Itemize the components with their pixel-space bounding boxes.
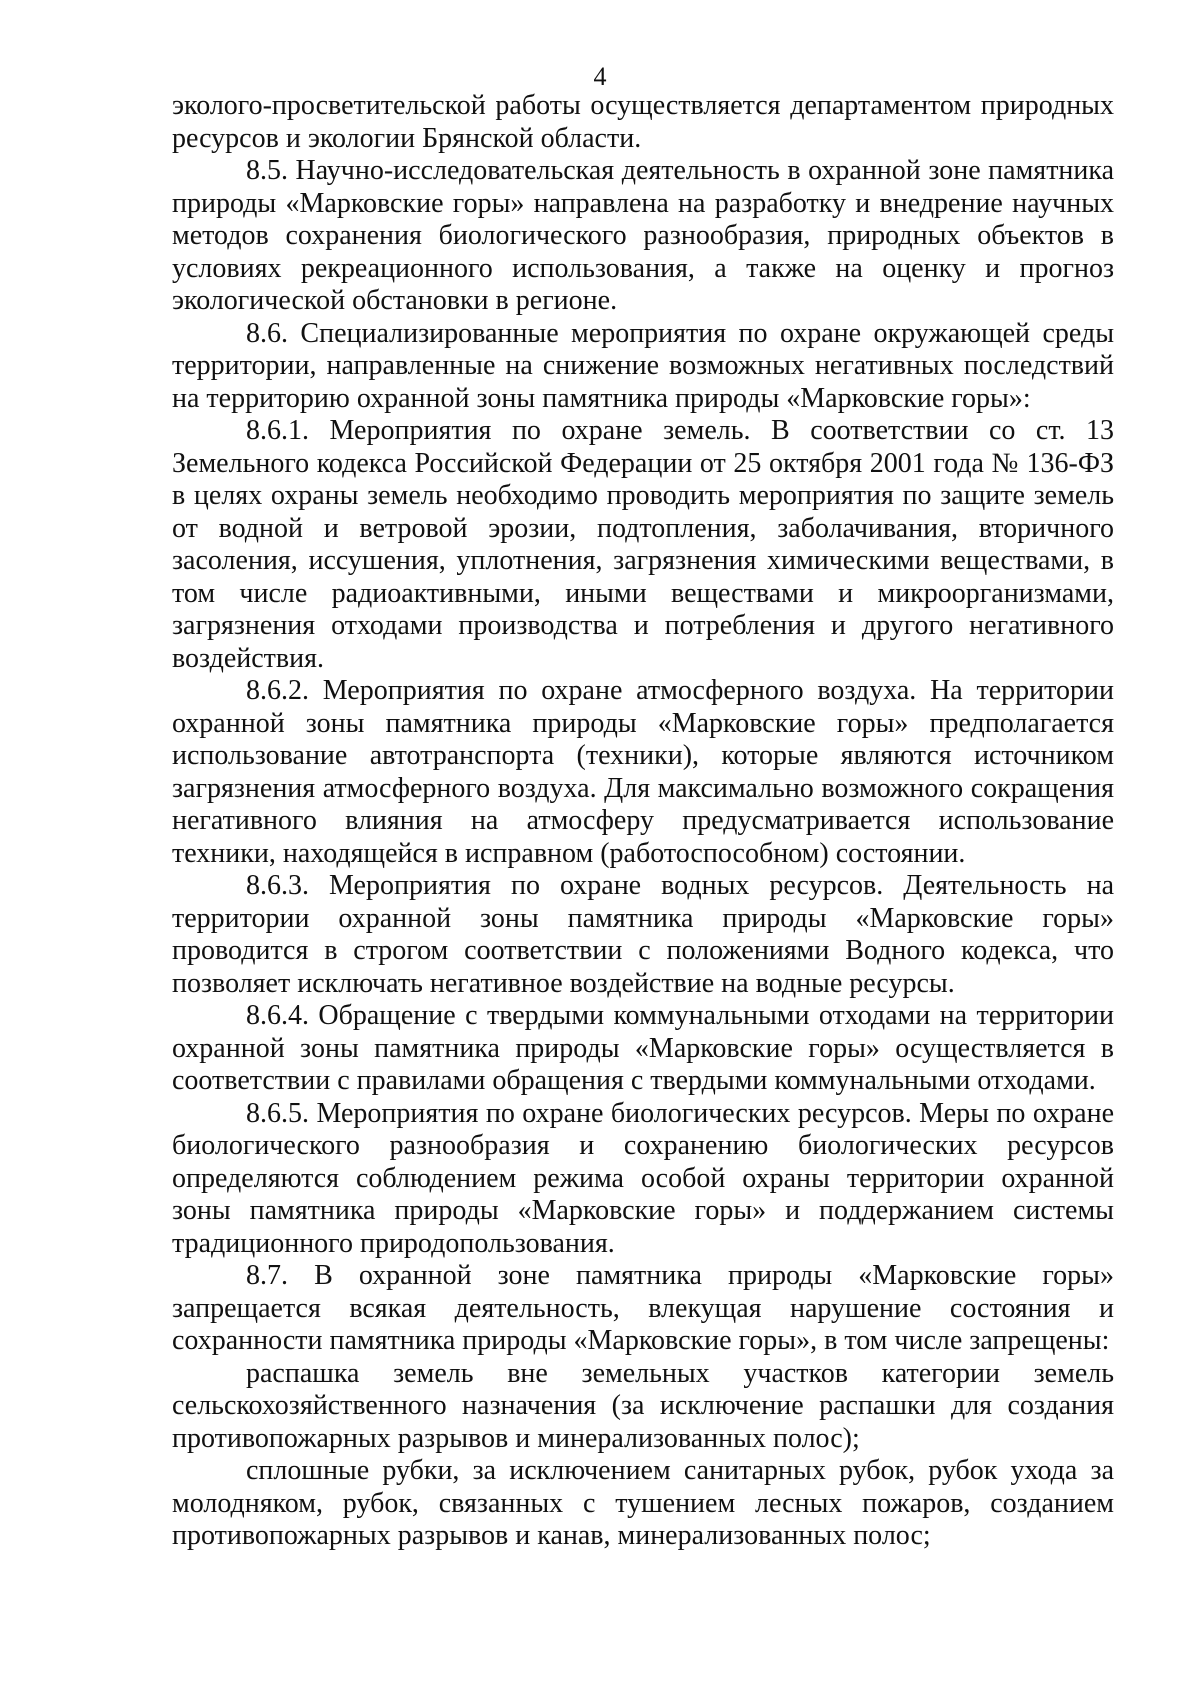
list-item-plowing: распашка земель вне земельных участков категории земель сельскохозяйственного назначения (за исключение распашки для создания противопожарных разрывов и минерализованных полос); <box>172 1357 1114 1454</box>
paragraph-8-6-3: 8.6.3. Мероприятия по охране водных ресурсов. Деятельность на территории охранной зоны памятника природы «Марковские горы» проводится в строгом соответствии с положениями Водного кодекса, что позволяет исключать негативное воздействие на водные ресурсы. <box>172 870 1114 999</box>
paragraph-8-6-1: 8.6.1. Мероприятия по охране земель. В соответствии со ст. 13 Земельного кодекса Российской Федерации от 25 октября 2001 года № 136-ФЗ в целях охраны земель необходимо проводить мероприятия по защите земель от водной и ветровой эрозии, подтопления, заболачивания, вторичного засоления, иссушения, уплотнения, загрязнения химическими веществами, в том числе радиоактивными, иными веществами и микроорганизмами, загрязнения отходами производства и потребления и другого негативного воздействия. <box>172 415 1114 674</box>
paragraph-continuation: эколого-просветительской работы осуществляется департаментом природных ресурсов и экологии Брянской области. <box>172 90 1114 154</box>
paragraph-8-7: 8.7. В охранной зоне памятника природы «Марковские горы» запрещается всякая деятельность, влекущая нарушение состояния и сохранности памятника природы «Марковские горы», в том числе запрещены: <box>172 1260 1114 1356</box>
paragraph-8-6-2: 8.6.2. Мероприятия по охране атмосферного воздуха. На территории охранной зоны памятника природы «Марковские горы» предполагается использование автотранспорта (техники), которые являются источником загрязнения атмосферного воздуха. Для максимально возможного сокращения негативного влияния на атмосферу предусматривается использование техники, находящейся в исправном (работоспособном) состоянии. <box>172 675 1114 869</box>
document-body <box>172 90 1114 1553</box>
paragraph-8-6-4: 8.6.4. Обращение с твердыми коммунальными отходами на территории охранной зоны памятника природы «Марковские горы» осуществляется в соответствии с правилами обращения с твердыми коммунальными отходами. <box>172 1000 1114 1096</box>
paragraph-8-6-5: 8.6.5. Мероприятия по охране биологических ресурсов. Меры по охране биологического разнообразия и сохранению биологических ресурсов определяются соблюдением режима особой охраны территории охранной зоны памятника природы «Марковские горы» и поддержанием системы традиционного природопользования. <box>172 1097 1114 1259</box>
list-item-clear-cutting: сплошные рубки, за исключением санитарных рубок, рубок ухода за молодняком, рубок, связанных с тушением лесных пожаров, созданием противопожарных разрывов и канав, минерализованных полос; <box>172 1455 1114 1551</box>
paragraph-8-6: 8.6. Специализированные мероприятия по охране окружающей среды территории, направленные на снижение возможных негативных последствий на территорию охранной зоны памятника природы «Марковские горы»: <box>172 317 1114 414</box>
page-number: 4 <box>593 62 607 91</box>
paragraph-8-5: 8.5. Научно-исследовательская деятельность в охранной зоне памятника природы «Марковские горы» направлена на разработку и внедрение научных методов сохранения биологического разнообразия, природных объектов в условиях рекреационного использования, а также на оценку и прогноз экологической обстановки в регионе. <box>172 155 1114 316</box>
